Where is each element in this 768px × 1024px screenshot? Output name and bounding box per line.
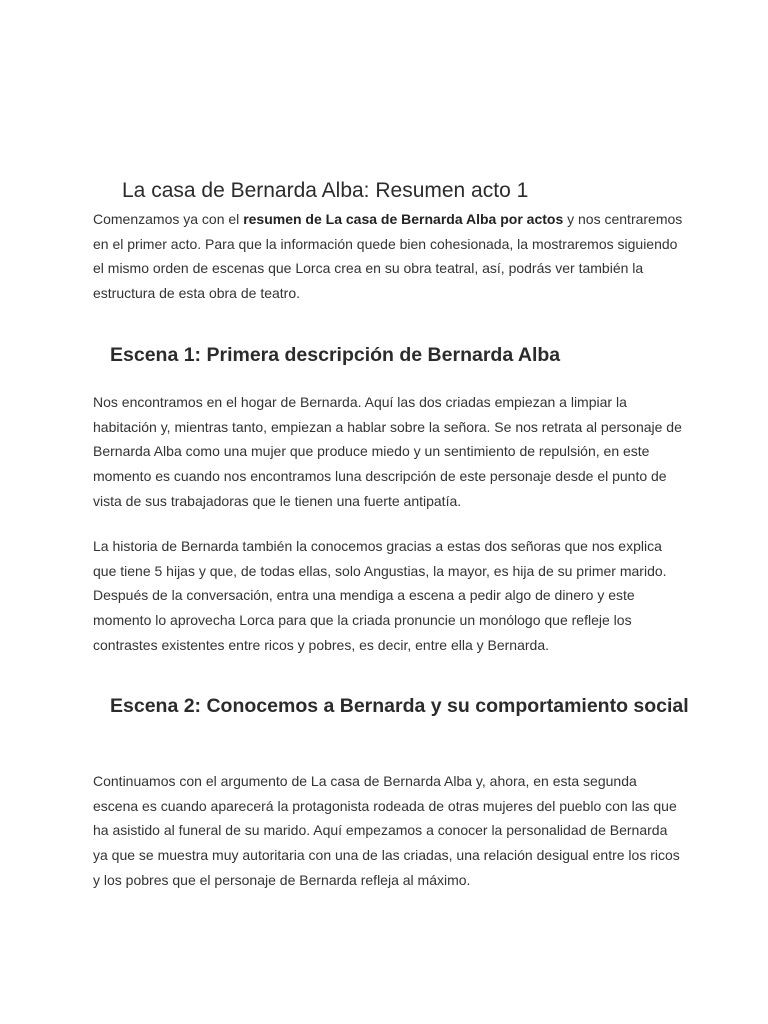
page-title: La casa de Bernarda Alba: Resumen acto 1 bbox=[122, 179, 529, 202]
section-2-paragraph-1: Continuamos con el argumento de La casa de Bernarda Alba y, ahora, en esta segunda escena es cuando aparecerá la protagonista rodeada de otras mujeres del pueblo con las que ha asistido al funeral de su marido. Aquí empezamos a conocer la personalidad de Bernarda ya que se muestra muy autoritaria con una de las criadas, una relación desigual entre los ricos y los pobres que el personaje de Bernarda refleja al máximo. bbox=[93, 773, 680, 888]
section-1-paragraph-2: La historia de Bernarda también la conocemos gracias a estas dos señoras que nos explica que tiene 5 hijas y que, de todas ellas, solo Angustias, la mayor, es hija de su primer marido. Después de la conversación, entra una mendiga a escena a pedir algo de dinero y este momento lo aprovecha Lorca para que la criada pronuncie un monólogo que refleje los contrastes existentes entre ricos y pobres, es decir, entre ella y Bernarda. bbox=[93, 538, 667, 653]
intro-text-end: y nos centraremos en el primer acto. Para que la información quede bien cohesionada, la mostraremos siguiendo el mismo orden de escenas que Lorca crea en su obra teatral, así, podrás ver también la estructura de esta obra de teatro. bbox=[93, 211, 683, 302]
intro-paragraph bbox=[93, 207, 683, 306]
intro-bold-text: resumen de La casa de Bernarda Alba por actos bbox=[243, 211, 564, 227]
intro-text-start: Comenzamos ya con el bbox=[93, 211, 244, 227]
section-heading-escena-1: Escena 1: Primera descripción de Bernarda Alba bbox=[110, 344, 561, 366]
section-heading-escena-2: Escena 2: Conocemos a Bernarda y su comportamiento social bbox=[110, 695, 689, 717]
section-1-paragraph-1: Nos encontramos en el hogar de Bernarda. Aquí las dos criadas empiezan a limpiar la habitación y, mientras tanto, empiezan a hablar sobre la señora. Se nos retrata al personaje de Bernarda Alba como una mujer que produce miedo y un sentimiento de repulsión, en este momento es cuando nos encontramos luna descripción de este personaje desde el punto de vista de sus trabajadoras que le tienen una fuerte antipatía. bbox=[93, 394, 682, 509]
